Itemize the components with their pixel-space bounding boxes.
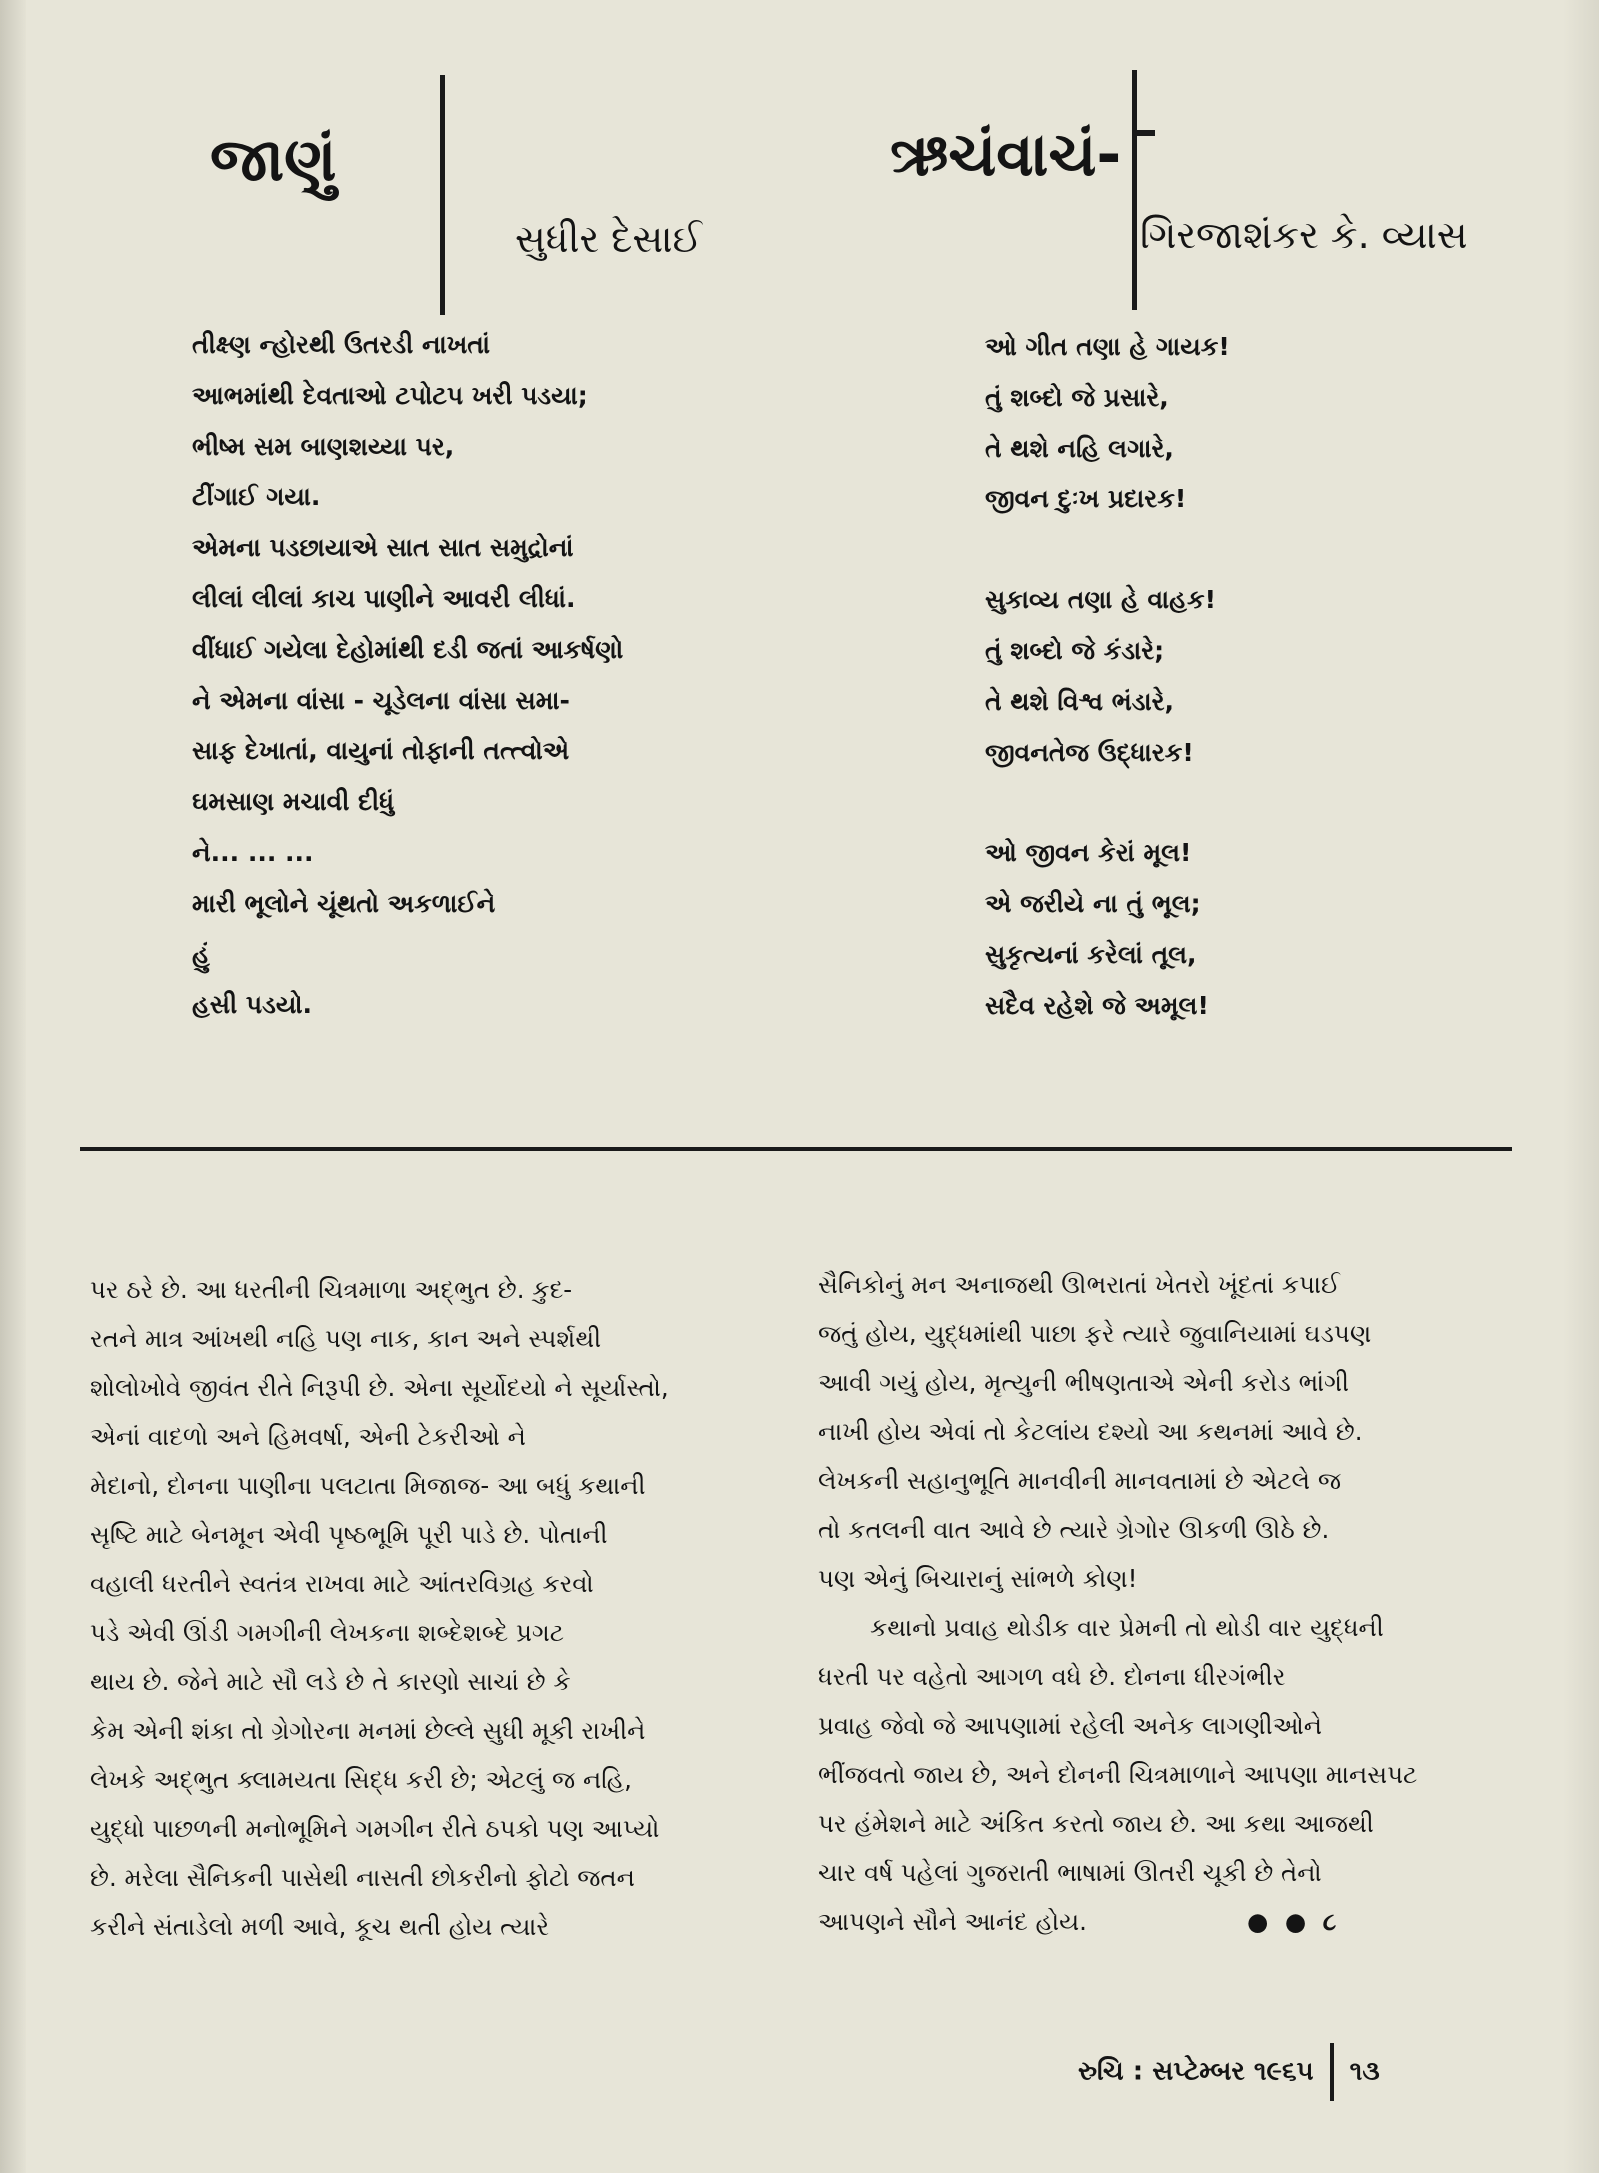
article-line: થાય છે. જેને માટે સૌ લડે છે તે કારણો સાચાં છે કે (90, 1667, 571, 1696)
poem-line: તે થશે નહિ લગારે, (985, 433, 1174, 463)
end-mark: ● ● ૮ (1246, 1907, 1341, 1936)
article-line: લેખકે અદ્ભુત ક્લામયતા સિદ્ધ કરી છે; એટલું જ નહિ, (90, 1765, 632, 1794)
poem-line: તીક્ષ્ણ ન્હોરથી ઉતરડી નાખતાં (192, 330, 490, 359)
left-poem-body (192, 320, 623, 1031)
article-line: ભીંજવતો જાય છે, અને દોનની ચિત્રમાળાને આપણા માનસપટ (818, 1760, 1418, 1789)
poem-stanza (985, 575, 1230, 778)
poem-line: હું (192, 939, 210, 969)
poem-line: તું શબ્દો જે કંડારે; (985, 635, 1165, 665)
poem-line: મારી ભૂલોને ચૂંથતો અકળાઈને (192, 888, 496, 918)
article-line: વહાલી ધરતીને સ્વતંત્ર રાખવા માટે આંતરવિગ્રહ કરવો (90, 1569, 594, 1598)
article-line: શોલોખોવે જીવંત રીતે નિરૂપી છે. એના સૂર્યોદયો ને સૂર્યાસ્તો, (90, 1373, 669, 1402)
poem-line: લીલાં લીલાં કાચ પાણીને આવરી લીધાં. (192, 583, 576, 613)
article-line: સૃષ્ટિ માટે બેનમૂન એવી પૃષ્ઠભૂમિ પૂરી પાડે છે. પોતાની (90, 1520, 608, 1549)
right-poem-body (985, 322, 1230, 1082)
poem-line: તું શબ્દો જે પ્રસારે, (985, 382, 1169, 412)
article-column-left (90, 1265, 760, 1951)
page-footer (1078, 2043, 1380, 2101)
poem-line: ઓ ગીત તણા હે ગાયક! (985, 332, 1230, 361)
left-poem-author: સુધીર દેસાઈ (515, 217, 702, 261)
left-poem-vertical-rule (440, 75, 445, 315)
poem-line: જીવનતેજ ઉદ્ધારક! (985, 737, 1194, 767)
article-line: કથાનો પ્રવાહ થોડીક વાર પ્રેમની તો થોડી વાર યુદ્ધની (870, 1613, 1384, 1642)
article-line: પર ઠરે છે. આ ધરતીની ચિત્રમાળા અદ્ભુત છે. કુદ- (90, 1275, 573, 1304)
poem-stanza (985, 828, 1230, 1031)
article-line: ધરતી પર વહેતો આગળ વધે છે. દોનના ધીરગંભીર (818, 1662, 1286, 1691)
right-poem-vertical-rule (1132, 70, 1137, 310)
article-line: જતું હોય, યુદ્ધમાંથી પાછા ફરે ત્યારે જુવાનિયામાં ઘડપણ (818, 1319, 1372, 1348)
article-line: કરીને સંતાડેલો મળી આવે, કૂચ થતી હોય ત્યારે (90, 1912, 550, 1941)
poem-line: આભમાંથી દેવતાઓ ટપોટપ ખરી પડયા; (192, 380, 588, 410)
left-poem-title: જાણું (210, 125, 337, 195)
section-divider (80, 1147, 1512, 1151)
poem-line: તે થશે વિશ્વ ભંડારે, (985, 686, 1175, 716)
poem-line: એમના પડછાયાએ સાત સાત સમુદ્રોનાં (192, 533, 574, 563)
article-line: યુદ્ધો પાછળની મનોભૂમિને ગમગીન રીતે ઠપકો પણ આપ્યો (90, 1814, 660, 1843)
poem-line: જીવન દુઃખ પ્રદારક! (985, 484, 1187, 514)
right-poem-title: ઋચંવાચં- (890, 120, 1122, 190)
poem-line: વીંધાઈ ગયેલા દેહોમાંથી દડી જતાં આકર્ષણો (192, 634, 624, 664)
right-poem-title-dash (1133, 130, 1155, 136)
article-line-last (818, 1897, 1508, 1946)
article-line: આવી ગયું હોય, મૃત્યુની ભીષણતાએ એની કરોડ ભાંગી (818, 1368, 1350, 1397)
poem-line: સુકૃત્યનાં કરેલાં તૂલ, (985, 939, 1197, 969)
poem-line: ઘમસાણ મચાવી દીધું (192, 787, 395, 817)
poem-line: સાફ દેખાતાં, વાયુનાં તોફાની તત્ત્વોએ (192, 736, 570, 766)
poem-line: ટીંગાઈ ગયા. (192, 482, 321, 512)
poem-line: ને... ... ... (192, 837, 314, 867)
article-column-right (818, 1260, 1508, 1946)
article-line: સૈનિકોનું મન અનાજથી ઊભરાતાં ખેતરો ખૂંદતાં કપાઈ (818, 1270, 1340, 1299)
footer-separator (1330, 2043, 1334, 2101)
article-line: રતને માત્ર આંખથી નહિ પણ નાક, કાન અને સ્પર્શથી (90, 1324, 602, 1353)
article-line: પ્રવાહ જેવો જે આપણામાં રહેલી અનેક લાગણીઓને (818, 1711, 1322, 1740)
article-line-text: આપણને સૌને આનંદ હોય. (818, 1907, 1087, 1936)
article-line: કેમ એની શંકા તો ગ્રેગોરના મનમાં છેલ્લે સુધી મૂકી રાખીને (90, 1716, 646, 1745)
article-line: છે. મરેલા સૈનિકની પાસેથી નાસતી છોકરીનો ફોટો જતન (90, 1863, 635, 1892)
page-number: ૧૩ (1349, 2056, 1380, 2087)
poem-line: એ જરીયે ના તું ભૂલ; (985, 889, 1201, 919)
poem-line: હસી પડયો. (192, 990, 313, 1020)
right-poem-author: ગિરજાશંકર કે. વ્યાસ (1140, 213, 1468, 257)
article-line: એનાં વાદળો અને હિમવર્ષા, એની ટેકરીઓ ને (90, 1422, 526, 1451)
poem-line: ઓ જીવન કેરાં મૂલ! (985, 838, 1192, 868)
article-line: લેખકની સહાનુભૂતિ માનવીની માનવતામાં છે એટલે જ (818, 1466, 1342, 1495)
page-edge-shadow (1563, 0, 1599, 2173)
poem-line: ને એમના વાંસા - ચૂડેલના વાંસા સમા- (192, 685, 570, 715)
article-line: મેદાનો, દોનના પાણીના પલટાતા મિજાજ- આ બધું કથાની (90, 1471, 646, 1500)
poem-line: સુકાવ્ય તણા હે વાહક! (985, 585, 1217, 615)
article-line: તો કતલની વાત આવે છે ત્યારે ગ્રેગોર ઊકળી ઊઠે છે. (818, 1515, 1330, 1544)
poem-stanza (985, 322, 1230, 525)
article-line: ચાર વર્ષ પહેલાં ગુજરાતી ભાષામાં ઊતરી ચૂકી છે તેનો (818, 1858, 1322, 1887)
article-line: પણ એનું બિચારાનું સાંભળે કોણ! (818, 1564, 1138, 1593)
article-line: પર હંમેશને માટે અંકિત કરતો જાય છે. આ કથા આજથી (818, 1809, 1374, 1838)
article-line: નાખી હોય એવાં તો કેટલાંય દશ્યો આ કથનમાં આવે છે. (818, 1417, 1363, 1446)
page-spine-shadow (0, 0, 26, 2173)
poem-line: ભીષ્મ સમ બાણશય્યા પર, (192, 431, 455, 461)
issue-label: રુચિ : સપ્ટેમ્બર ૧૯૬૫ (1078, 2056, 1314, 2087)
poem-line: સદૈવ રહેશે જે અમૂલ! (985, 990, 1209, 1020)
article-line: પડે એવી ઊંડી ગમગીની લેખકના શબ્દેશબ્દે પ્રગટ (90, 1618, 565, 1647)
